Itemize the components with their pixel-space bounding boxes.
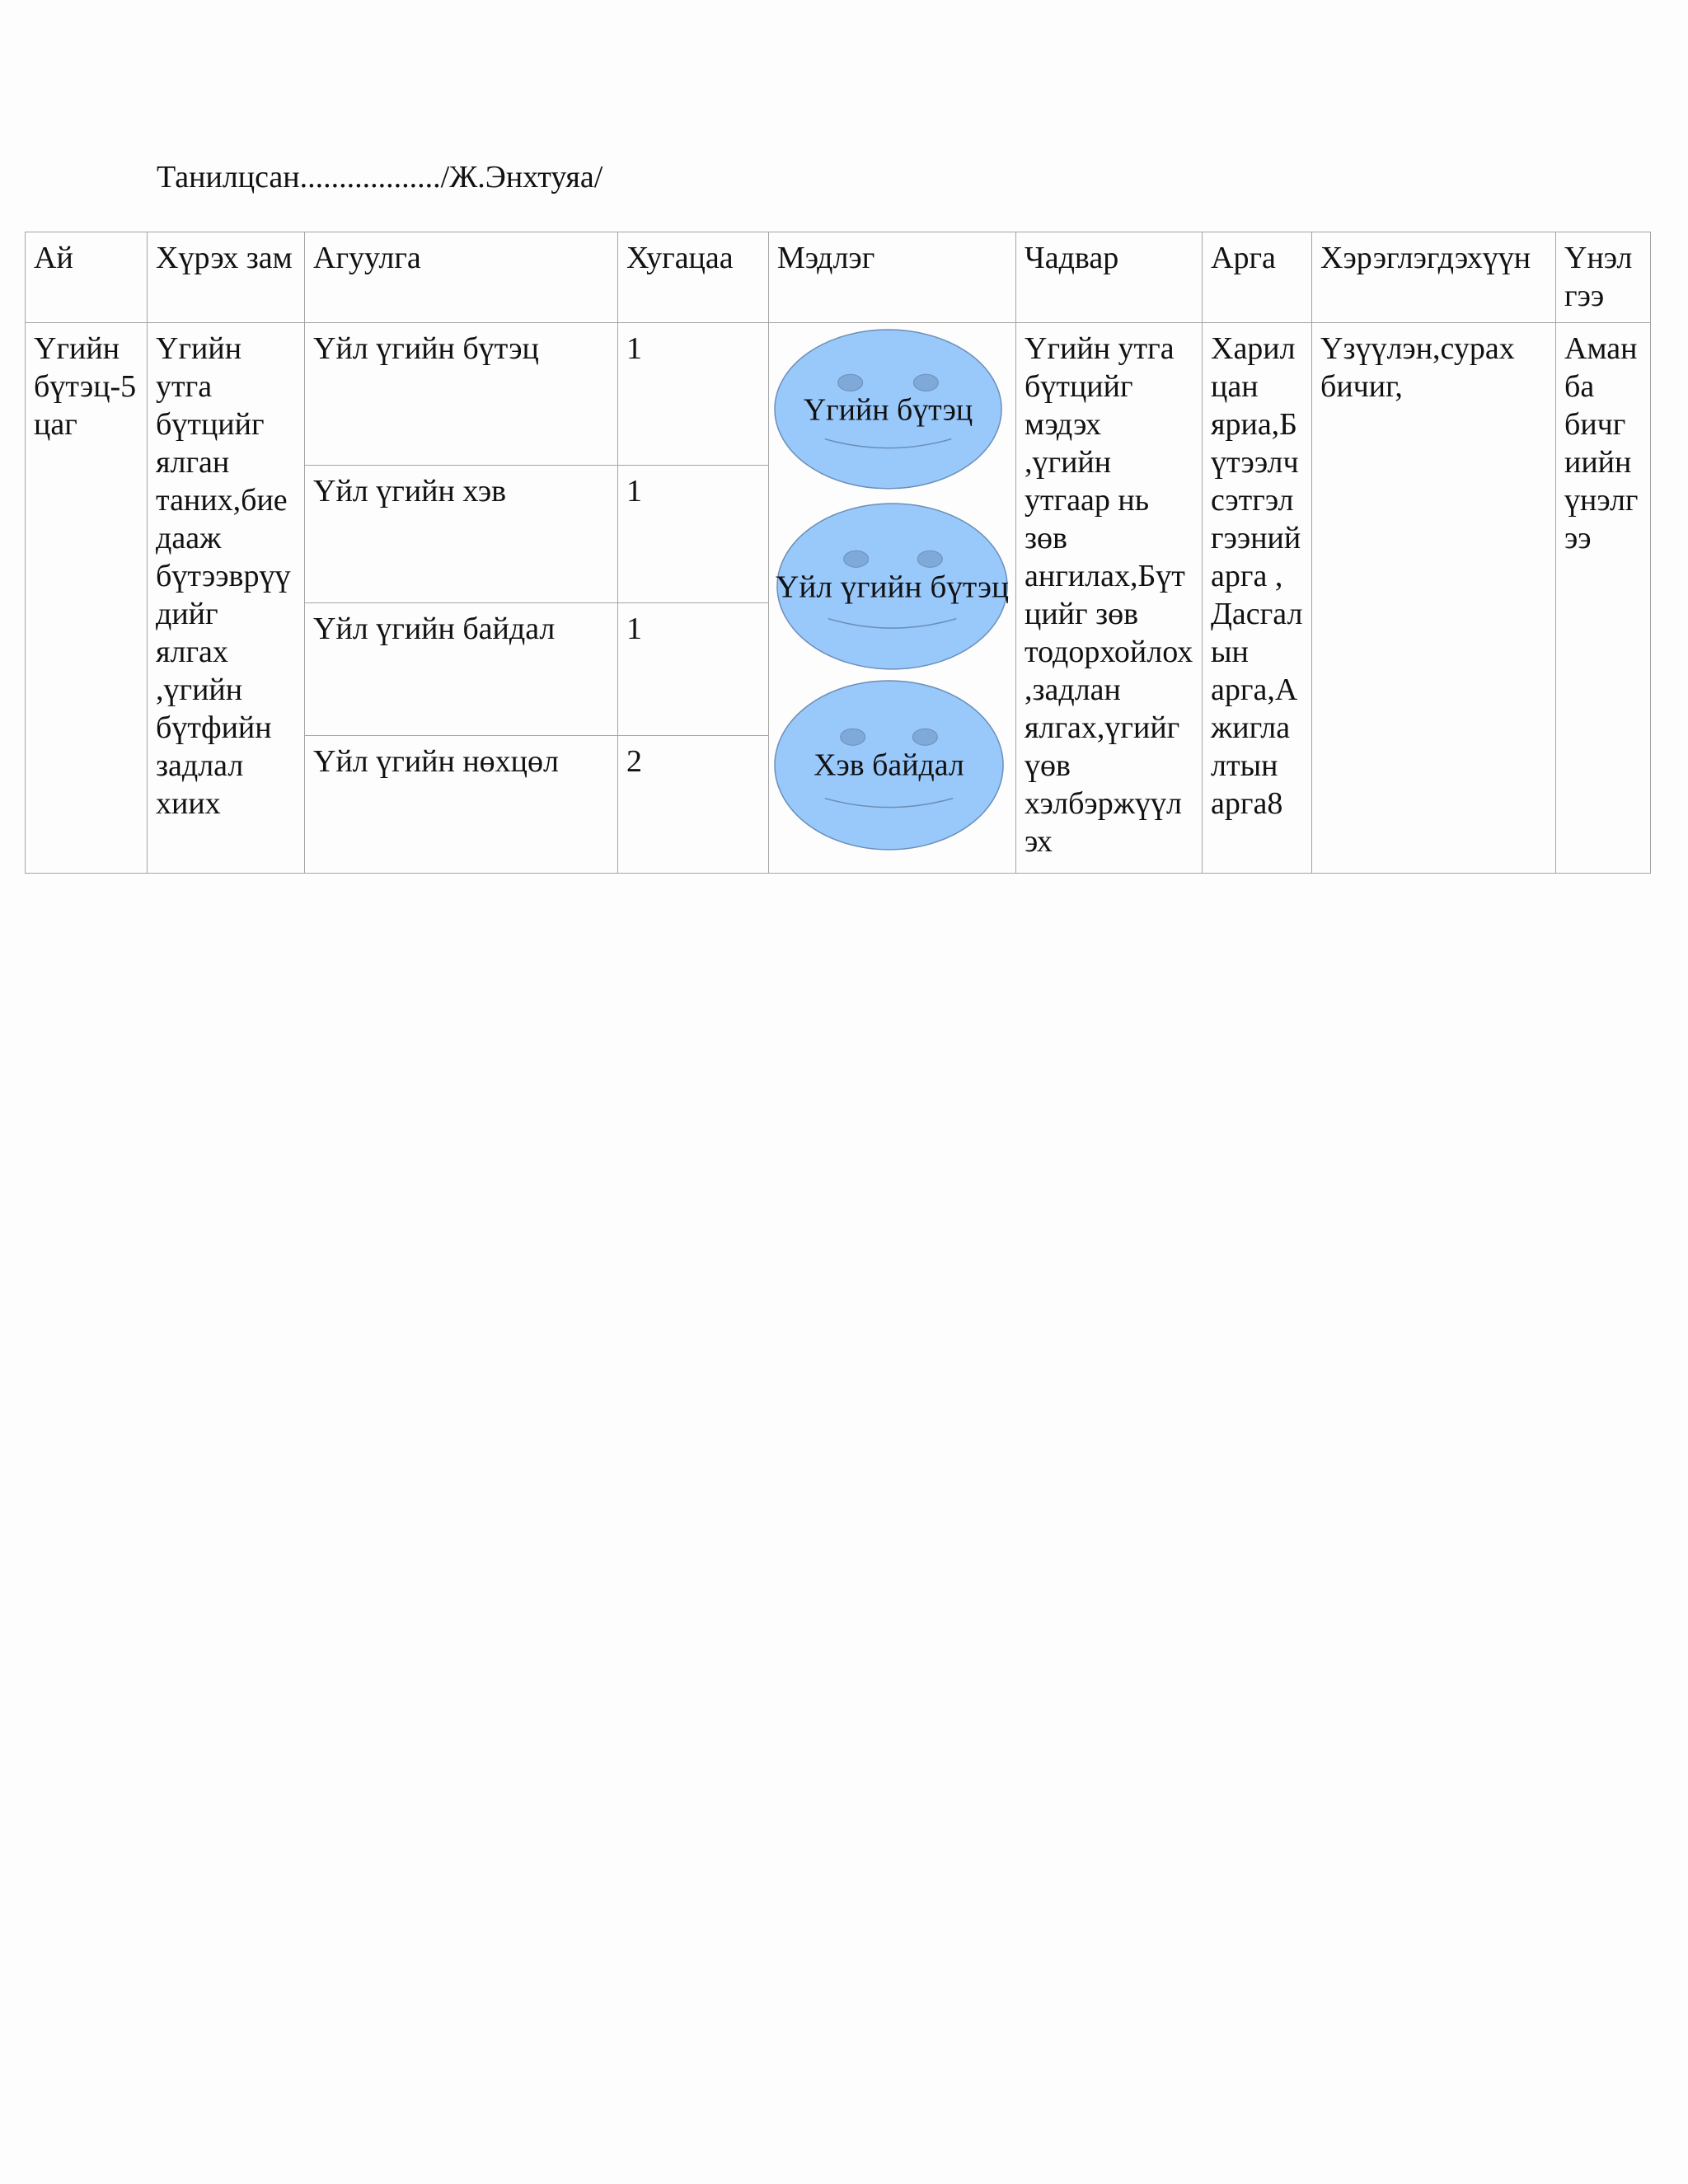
path-cell: Үгийн утга бүтцийг ялган таних,бие дааж бүтээврүүдийг ялгах ,үгийн бүтфийн задлал хиих: [148, 323, 305, 874]
unit-cell: Үгийн бүтэц-5цаг: [26, 323, 148, 874]
column-header-content: Агуулга: [305, 232, 618, 323]
smiley-face: [775, 330, 1001, 489]
knowledge-faces: [769, 323, 1015, 873]
content-cell: Үйл үгийн нөхцөл: [305, 736, 618, 874]
duration-cell: 2: [618, 736, 769, 874]
content-cell: Үйл үгийн бүтэц: [305, 323, 618, 466]
face-label: Үгийн бүтэц: [803, 392, 973, 428]
table-header-row: [26, 232, 1651, 323]
content-cell: Үйл үгийн байдал: [305, 603, 618, 736]
duration-cell: 1: [618, 466, 769, 603]
column-header-path: Хүрэх зам: [148, 232, 305, 323]
lesson-plan-table: [25, 232, 1651, 874]
method-cell: Харилцан яриа,Бүтээлч сэтгэлгээний арга , Дасгалын арга,Ажиглалтын арга8: [1203, 323, 1312, 874]
column-header-skill: Чадвар: [1016, 232, 1203, 323]
column-header-knowledge: Мэдлэг: [769, 232, 1016, 323]
duration-cell: 1: [618, 323, 769, 466]
duration-cell: 1: [618, 603, 769, 736]
materials-cell: Үзүүлэн,сурах бичиг,: [1312, 323, 1556, 874]
acknowledgement-line: Танилцсан................../Ж.Энхтуяа/: [157, 160, 603, 194]
column-header-materials: Хэрэглэгдэхүүн: [1312, 232, 1556, 323]
smiley-face: [776, 504, 1009, 669]
table-row: [26, 323, 1651, 466]
knowledge-cell: [769, 323, 1016, 874]
face-label: Үйл үгийн бүтэц: [775, 569, 1010, 605]
skill-cell: Үгийн утга бүтцийг мэдэх ,үгийн утгаар нь зөв ангилах,Бүтцийг зөв тодорхойлох,задлан ялгах,үгийг үөв хэлбэржүүлэх: [1016, 323, 1203, 874]
column-header-assessment: Үнэлгээ: [1556, 232, 1651, 323]
assessment-cell: Аман ба бичгиийн үнэлгээ: [1556, 323, 1651, 874]
content-cell: Үйл үгийн хэв: [305, 466, 618, 603]
column-header-month: Ай: [26, 232, 148, 323]
column-header-duration: Хугацаа: [618, 232, 769, 323]
face-label: Хэв байдал: [814, 748, 964, 783]
smiley-face: [775, 681, 1003, 850]
column-header-method: Арга: [1203, 232, 1312, 323]
